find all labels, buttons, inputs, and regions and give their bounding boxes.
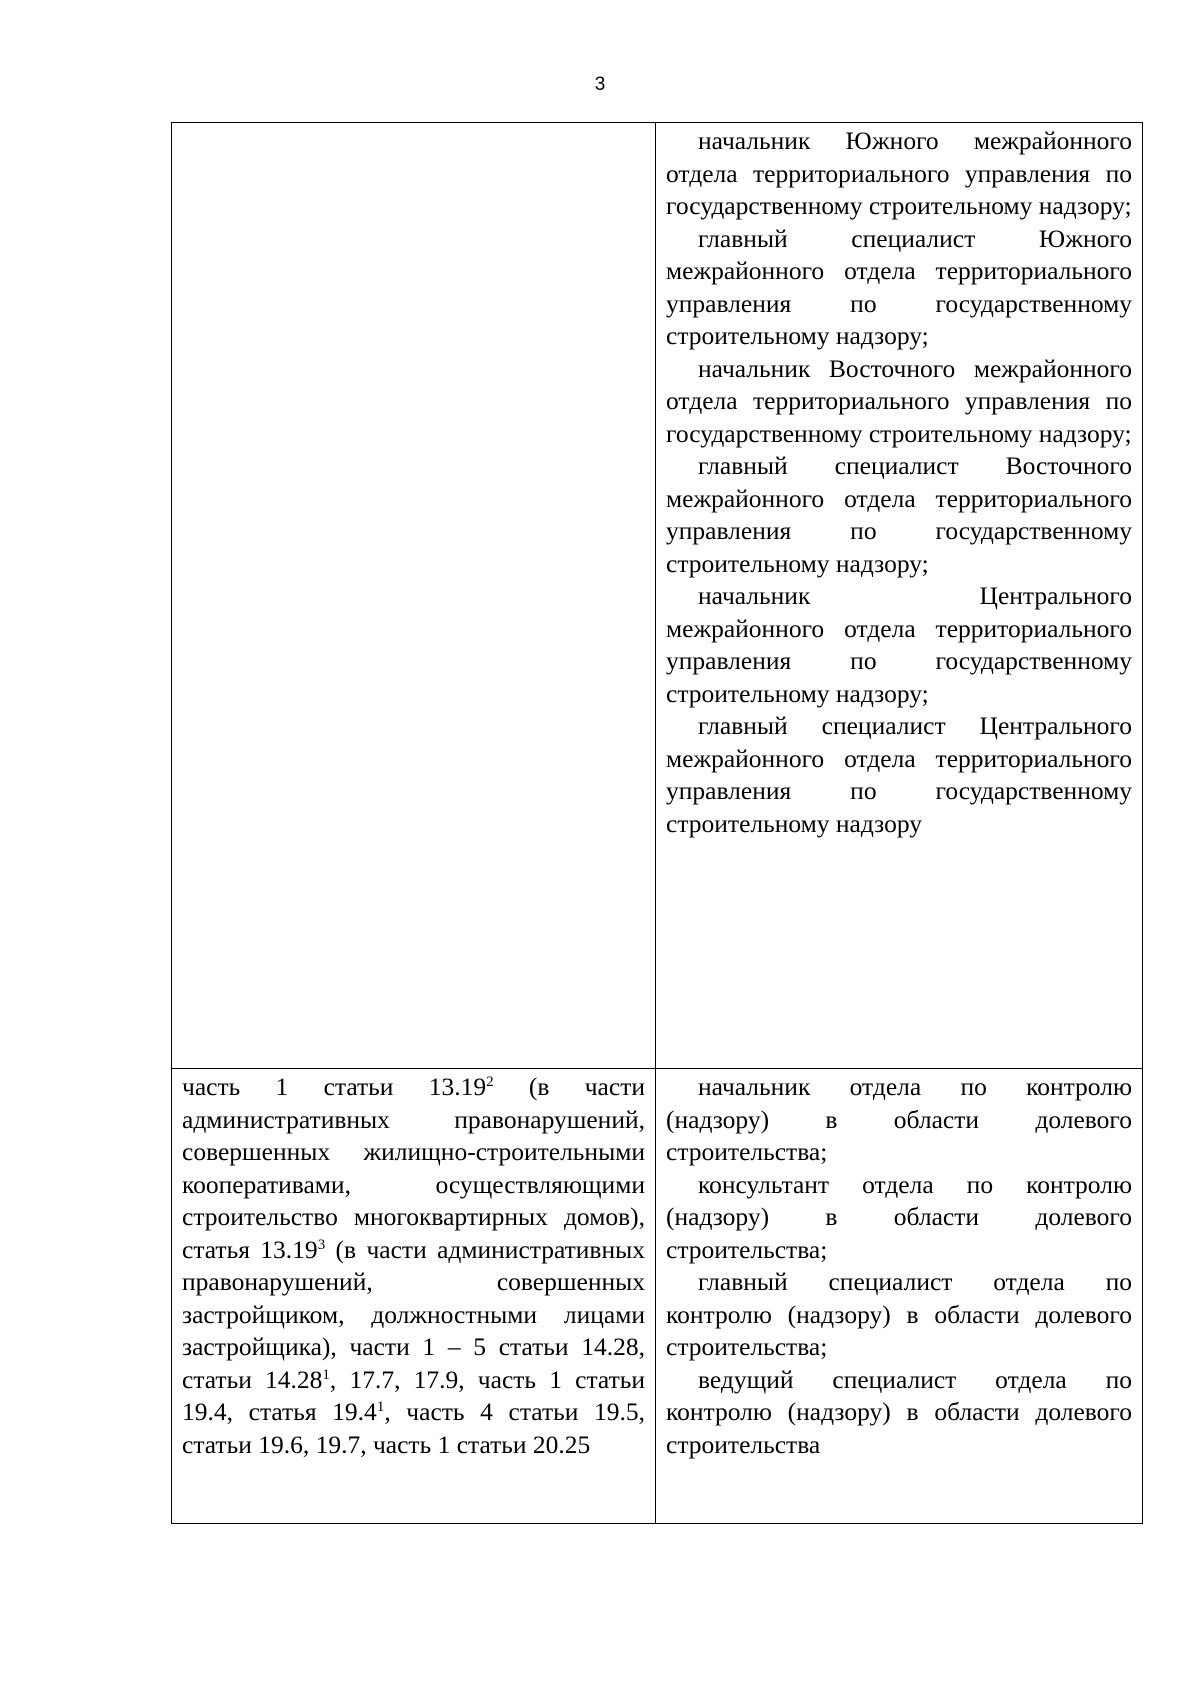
table-row — [172, 123, 1143, 1069]
authority-table — [171, 122, 1143, 1524]
official-entry: начальник Южного межрайонного отдела территориального управления по государственному строительному надзору; — [666, 126, 1132, 220]
official-entry: начальник Центрального межрайонного отдела территориального управления по государственному строительному надзору; — [666, 581, 1132, 708]
table-row — [172, 1069, 1143, 1524]
officials-cell — [656, 1069, 1143, 1524]
officials-cell — [656, 123, 1143, 1069]
article-list: часть 1 статьи 13.19$^2$ (в части административных правонарушений, совершенных жилищно-строительными кооперативами, осуществляющими строительство многоквартирных домов), статья 13.19$^3$ (в части административных правонарушений, совершенных застройщиком, должностными лицами застройщика), части 1 – 5 статьи 14.28, статьи 14.28$^1$, 17.7, 17.9, часть 1 статьи 19.4, статья 19.4$^1$, часть 4 статьи 19.5, статьи 19.6, 19.7, часть 1 статьи 20.25 — [182, 1072, 646, 1459]
official-entry: начальник Восточного межрайонного отдела территориального управления по государственному строительному надзору; — [666, 353, 1132, 448]
article-cell — [172, 1069, 656, 1524]
official-entry: главный специалист Центрального межрайонного отдела территориального управления по государственному строительному надзору — [666, 711, 1132, 838]
official-entry: ведущий специалист отдела по контролю (надзору) в области долевого строительства — [666, 1364, 1132, 1459]
official-entry: начальник отдела по контролю (надзору) в области долевого строительства; — [666, 1072, 1132, 1166]
official-entry: главный специалист Восточного межрайонного отдела территориального управления по государственному строительному надзору; — [666, 451, 1132, 578]
article-cell — [172, 123, 656, 1069]
official-entry: главный специалист отдела по контролю (надзору) в области долевого строительства; — [666, 1267, 1132, 1361]
page-number: 3 — [594, 74, 606, 95]
official-entry: консультант отдела по контролю (надзору) в области долевого строительства; — [666, 1169, 1132, 1264]
official-entry: главный специалист Южного межрайонного отдела территориального управления по государственному строительному надзору; — [666, 223, 1132, 350]
